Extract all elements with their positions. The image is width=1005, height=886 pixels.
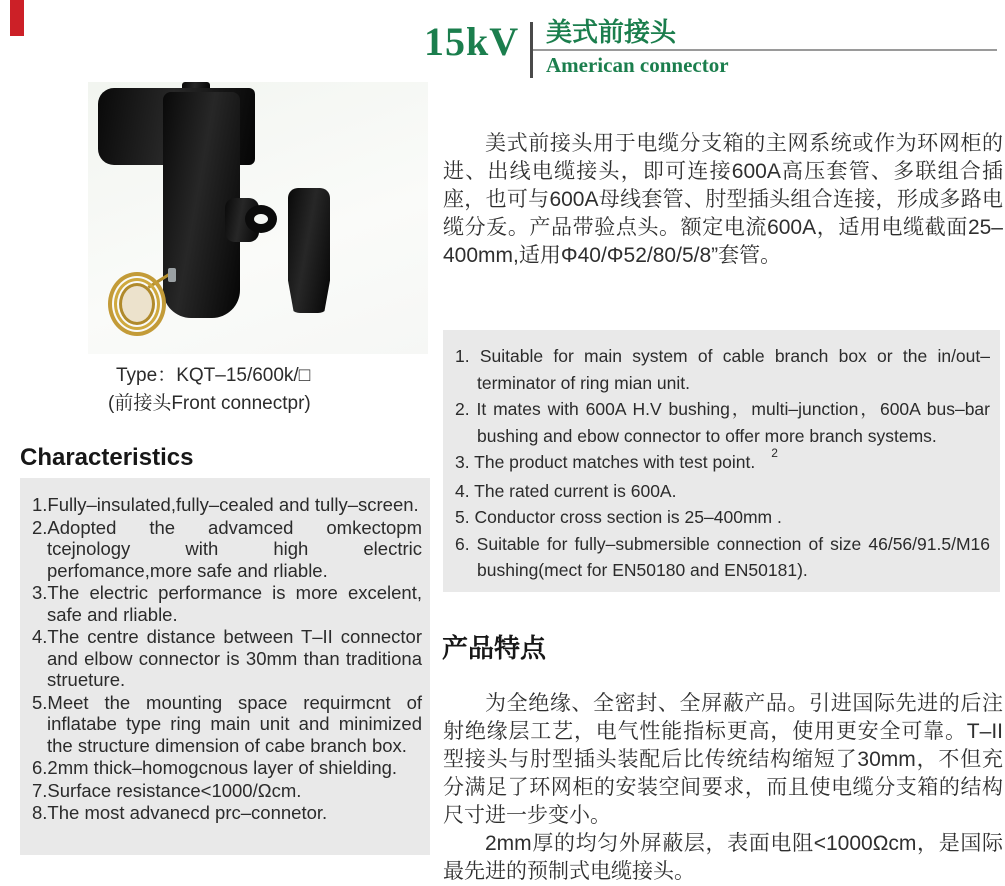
ground-wire-coil xyxy=(108,272,166,336)
feature-item-3-text: 3. The product matches with test point. xyxy=(455,452,756,472)
voltage-rating-label: 15kV xyxy=(424,19,520,64)
feature-item-6: 6. Suitable for fully–submersible connection of size 46/56/91.5/M16 bushing(mect for EN50180 and EN50181). xyxy=(455,533,990,580)
feature-item-5: 5. Conductor cross section is 25–400mm . xyxy=(455,507,782,527)
connector-pulling-eye-ring xyxy=(245,205,277,233)
page-corner-red-tab xyxy=(10,0,24,36)
ground-wire-clip xyxy=(168,268,176,282)
characteristics-item-7: 7.Surface resistance<1000/Ωcm. xyxy=(32,779,302,801)
characteristics-panel xyxy=(20,478,430,855)
product-features-paragraphs xyxy=(443,690,1003,886)
characteristics-item-1: 1.Fully–insulated,fully–cealed and tully–screen. xyxy=(32,494,419,515)
characteristics-item-5: 5.Meet the mounting space requirmcnt of inflatabe type ring main unit and minimized the structure dimension of cabe branch box. xyxy=(32,691,422,756)
product-type-note: (前接头Front connectpr) xyxy=(108,393,311,414)
product-type-label: Type：KQT–15/600k/□ xyxy=(116,365,311,386)
product-features-paragraph-1: 为全绝缘、全密封、全屏蔽产品。引进国际先进的后注射绝缘层工艺，电气性能指标更高，使用更安全可靠。T–II型接头与肘型插头装配后比传统结构缩短了30mm，不但充分满足了环网柜的安装空间要求，而且使电缆分支箱的结构尺寸进一步变小。 xyxy=(443,692,1003,827)
page-title-chinese: 美式前接头 xyxy=(546,17,677,47)
page-title-english: American connector xyxy=(546,53,729,77)
connector-product-photo xyxy=(88,82,428,354)
feature-item-1: 1. Suitable for main system of cable branch box or the in/out–terminator of ring mian unit. xyxy=(455,346,990,393)
header-horizontal-rule xyxy=(533,49,997,51)
feature-item-4: 4. The rated current is 600A. xyxy=(455,480,677,501)
feature-item-2: 2. It mates with 600A H.V bushing，multi–junction，600A bus–bar bushing and ebow connector to offer more branch systems. xyxy=(455,399,990,446)
characteristics-item-8: 8.The most advanecd prc–connetor. xyxy=(32,802,328,823)
product-features-heading: 产品特点 xyxy=(442,633,547,663)
coil-ring-inner xyxy=(119,283,155,325)
features-panel xyxy=(443,330,1000,592)
characteristics-heading: Characteristics xyxy=(20,444,194,471)
feature-item-3 xyxy=(455,446,990,478)
product-features-paragraph-2: 2mm厚的均匀外屏蔽层，表面电阻<1000Ωcm，是国际最先进的预制式电缆接头。 xyxy=(443,832,1003,883)
characteristics-item-6: 6.2mm thick–homogcnous layer of shielding. xyxy=(32,757,398,778)
spare-sleeve-tube xyxy=(288,188,330,313)
intro-paragraph-chinese: 美式前接头用于电缆分支箱的主网系统或作为环网柜的进、出线电缆接头，即可连接600A高压套管、多联组合插座，也可与600A母线套管、肘型插头组合连接，形成多路电缆分叐。产品带验点头。额定电流600A，适用电缆截面25–400mm,适用Φ40/Φ52/80/5/8”套管。 xyxy=(443,132,1003,267)
feature-item-3-superscript: 2 xyxy=(771,446,778,460)
characteristics-item-4: 4.The centre distance between T–II connector and elbow connector is 30mm than traditiona strueture. xyxy=(32,626,422,690)
characteristics-item-3: 3.The electric performance is more excelent, safe and rliable. xyxy=(32,582,422,625)
characteristics-item-2: 2.Adopted the advamced omkectopm tcejnology with high electric perfomance,more safe and rliable. xyxy=(32,516,422,581)
